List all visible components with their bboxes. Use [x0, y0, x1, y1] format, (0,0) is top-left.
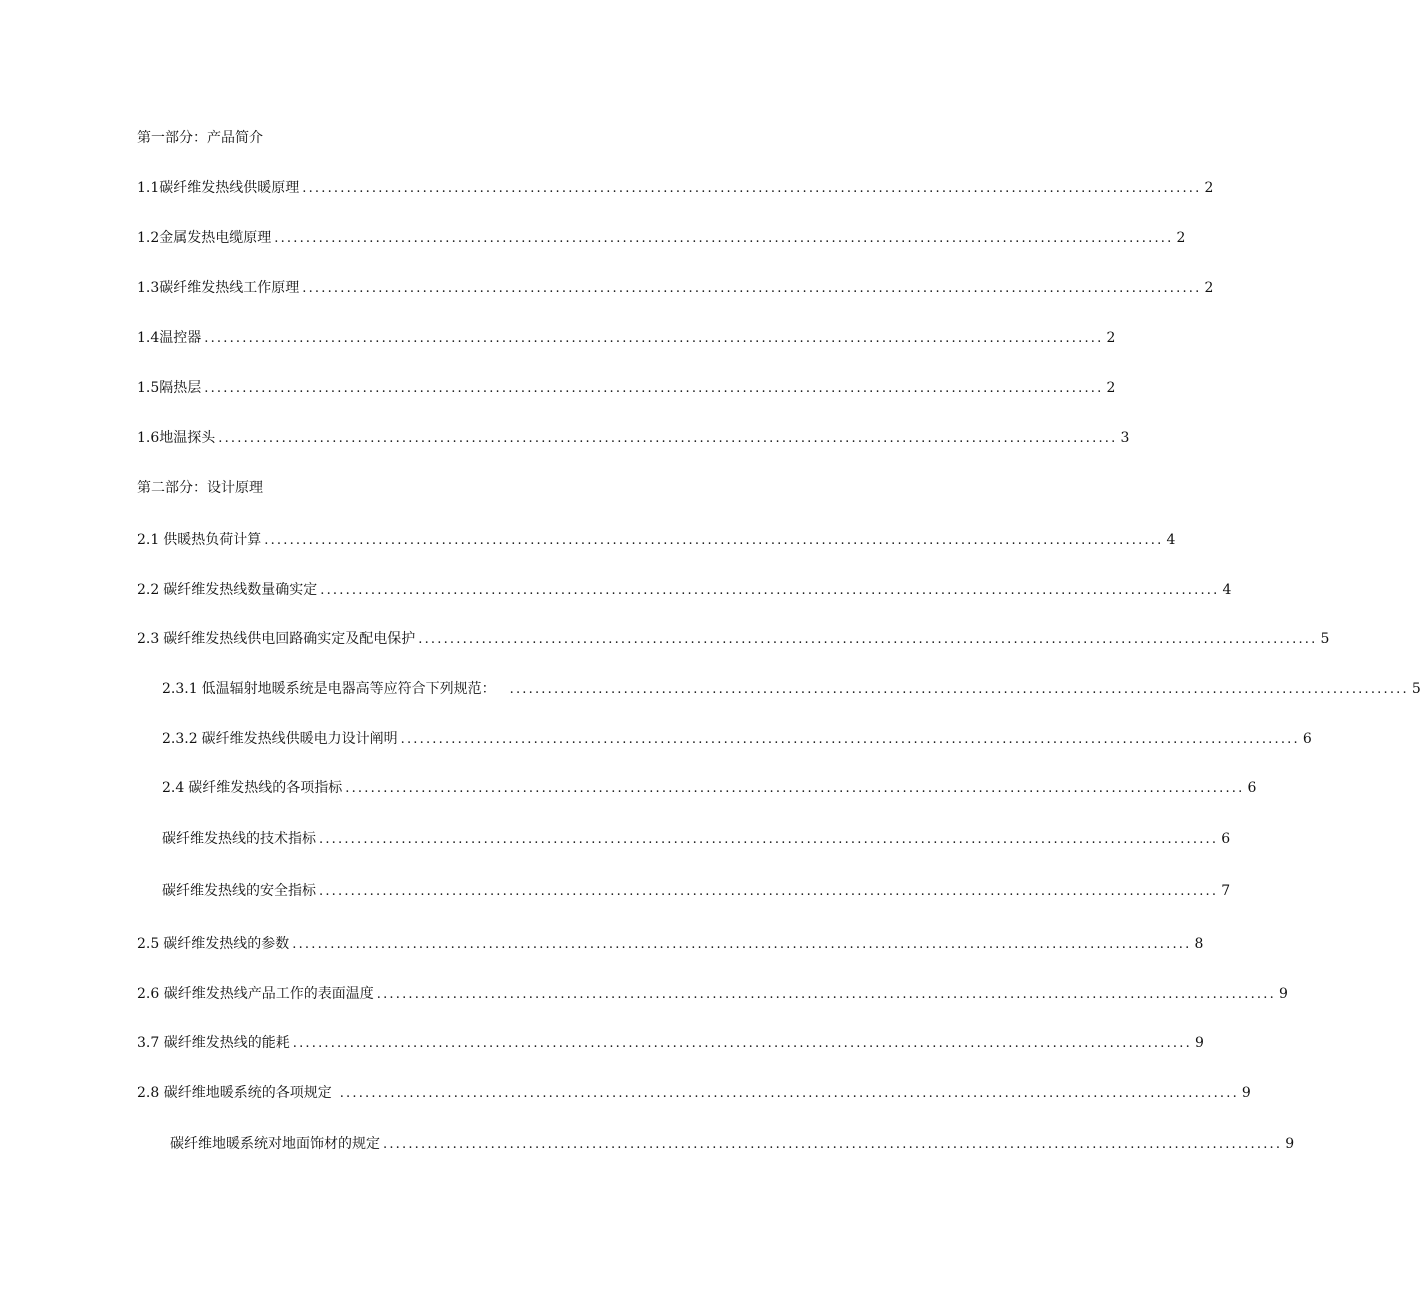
toc-number: 2.3.2 — [162, 731, 198, 747]
toc-entry-floor-finish[interactable] — [170, 1133, 1295, 1153]
toc-page: 6 — [1247, 780, 1257, 796]
toc-page: 4 — [1222, 582, 1232, 598]
toc-page: 3 — [1120, 430, 1130, 446]
part1-heading: 第一部分：产品简介 — [137, 130, 263, 146]
toc-entry-2-8[interactable] — [137, 1082, 1251, 1102]
toc-leader: .............................................................................................................................................. — [339, 1086, 1239, 1101]
toc-number: 2 — [137, 986, 146, 1002]
toc-title: 碳纤维发热线的安全指标 — [162, 883, 316, 899]
toc-leader: .............................................................................................................................................. — [400, 732, 1300, 747]
toc-number: 2.4 — [162, 780, 185, 796]
toc-title: 金属发热电缆原理 — [159, 230, 272, 246]
toc-page: 5 — [1320, 631, 1330, 647]
toc-title: 隔热层 — [159, 380, 202, 396]
toc-page: 2 — [1106, 380, 1116, 396]
toc-number: 2.5 — [137, 936, 160, 952]
toc-title: 碳纤维发热线的参数 — [163, 936, 290, 952]
toc-title: 碳纤维发热线数量确实定 — [163, 582, 318, 598]
toc-leader: .............................................................................................................................................. — [274, 231, 1174, 246]
toc-entry-2-4[interactable] — [162, 777, 1257, 797]
toc-page: 2 — [1106, 330, 1116, 346]
toc-leader: .............................................................................................................................................. — [383, 1137, 1283, 1152]
toc-page: 9 — [1285, 1136, 1295, 1152]
toc-entry-1-2[interactable] — [137, 227, 1186, 247]
toc-number: 2.3.1 — [162, 681, 198, 697]
toc-page: 2 — [1204, 180, 1214, 196]
toc-entry-1-6[interactable] — [137, 427, 1130, 447]
toc-leader: .............................................................................................................................................. — [204, 331, 1104, 346]
toc-page: 7 — [1221, 883, 1231, 899]
toc-page: 9 — [1241, 1085, 1251, 1101]
toc-number: 2.3 — [137, 631, 160, 647]
toc-entry-2-3[interactable] — [137, 628, 1330, 648]
toc-title: 碳纤维发热线的各项指标 — [188, 780, 343, 796]
toc-entry-tech-index[interactable] — [162, 828, 1231, 848]
toc-number: 2.2 — [137, 582, 160, 598]
toc-number: 3 — [137, 1035, 146, 1051]
toc-number: 1.3 — [137, 280, 160, 296]
toc-title: 碳纤维发热线供电回路确实定及配电保护 — [163, 631, 416, 647]
toc-page: 9 — [1194, 1035, 1204, 1051]
toc-leader: .............................................................................................................................................. — [292, 937, 1192, 952]
toc-number: 1.1 — [137, 180, 160, 196]
toc-entry-1-1[interactable] — [137, 177, 1214, 197]
toc-page: 9 — [1278, 986, 1288, 1002]
toc-page: 6 — [1221, 831, 1231, 847]
toc-leader: .............................................................................................................................................. — [320, 583, 1220, 598]
toc-leader: .............................................................................................................................................. — [509, 682, 1409, 697]
toc-number: 1.2 — [137, 230, 160, 246]
toc-title: 碳纤维发热线供暖电力设计阐明 — [201, 731, 398, 747]
toc-entry-2-1[interactable] — [137, 529, 1176, 549]
toc-leader: .............................................................................................................................................. — [376, 987, 1276, 1002]
toc-title: 8 碳纤维地暖系统的各项规定 — [150, 1085, 332, 1101]
toc-entry-2-7[interactable] — [137, 1032, 1204, 1052]
toc-page: 2 — [1204, 280, 1214, 296]
toc-page: 8 — [1194, 936, 1204, 952]
toc-title: 供暖热负荷计算 — [163, 532, 262, 548]
toc-entry-1-4[interactable] — [137, 327, 1116, 347]
toc-entry-safety-index[interactable] — [162, 880, 1231, 900]
toc-title: 碳纤维发热线的技术指标 — [162, 831, 316, 847]
toc-leader: .............................................................................................................................................. — [302, 281, 1202, 296]
part2-heading: 第二部分：设计原理 — [137, 480, 263, 496]
toc-number: 2.1 — [137, 532, 160, 548]
toc-title: 碳纤维地暖系统对地面饰材的规定 — [170, 1136, 380, 1152]
toc-number: 1.4 — [137, 330, 160, 346]
toc-title: 地温探头 — [159, 430, 216, 446]
toc-leader: .............................................................................................................................................. — [319, 884, 1219, 899]
toc-leader: .............................................................................................................................................. — [204, 381, 1104, 396]
toc-title: 碳纤维发热线供暖原理 — [159, 180, 300, 196]
toc-entry-1-5[interactable] — [137, 377, 1116, 397]
toc-page: 6 — [1302, 731, 1312, 747]
toc-entry-2-6[interactable] — [137, 983, 1288, 1003]
toc-entry-2-3-1[interactable] — [162, 678, 1421, 698]
toc-page: 4 — [1166, 532, 1176, 548]
toc-number: 2. — [137, 1085, 151, 1101]
toc-entry-2-3-2[interactable] — [162, 728, 1312, 748]
toc-leader: .............................................................................................................................................. — [302, 181, 1202, 196]
toc-leader: .............................................................................................................................................. — [345, 781, 1245, 796]
toc-leader: .............................................................................................................................................. — [418, 632, 1318, 647]
toc-entry-1-3[interactable] — [137, 277, 1214, 297]
toc-title: .6 碳纤维发热线产品工作的表面温度 — [145, 986, 374, 1002]
toc-number: 1.5 — [137, 380, 160, 396]
toc-title: .7 碳纤维发热线的能耗 — [145, 1035, 290, 1051]
toc-leader: .............................................................................................................................................. — [292, 1036, 1192, 1051]
toc-leader: .............................................................................................................................................. — [319, 832, 1219, 847]
toc-title: 碳纤维发热线工作原理 — [159, 280, 300, 296]
toc-page: 5 — [1411, 681, 1421, 697]
toc-leader: .............................................................................................................................................. — [218, 431, 1118, 446]
toc-entry-2-2[interactable] — [137, 579, 1232, 599]
toc-page: 2 — [1176, 230, 1186, 246]
toc-entry-2-5[interactable] — [137, 933, 1204, 953]
toc-number: 1.6 — [137, 430, 160, 446]
toc-title: 低温辐射地暖系统是电器高等应符合下列规范： — [201, 681, 496, 697]
toc-leader: .............................................................................................................................................. — [264, 533, 1164, 548]
toc-title: 温控器 — [159, 330, 202, 346]
